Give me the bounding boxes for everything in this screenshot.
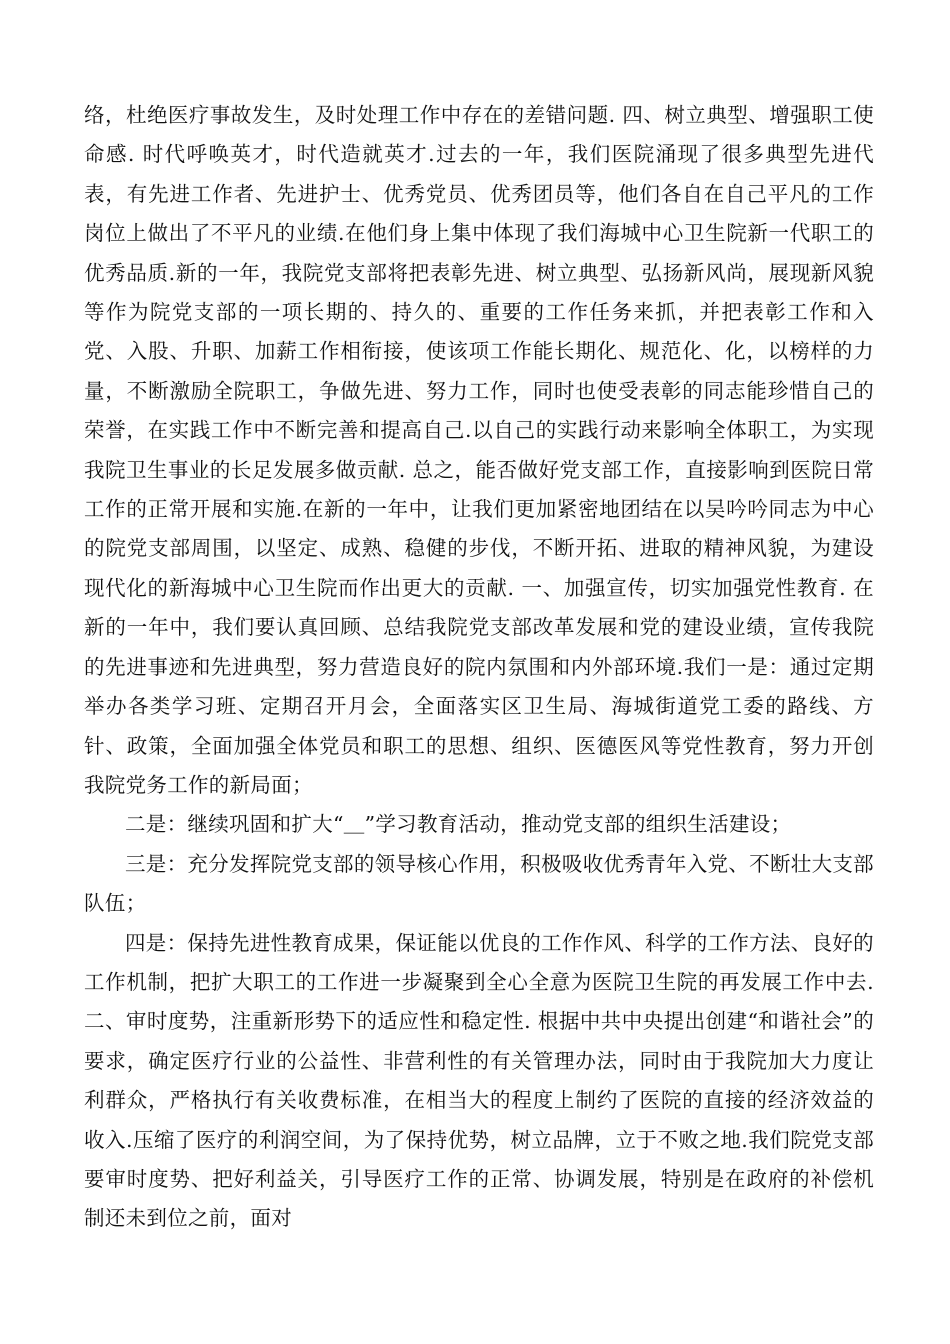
paragraph-continuation: 络，杜绝医疗事故发生，及时处理工作中存在的差错问题. 四、树立典型、增强职工使命感. 时代呼唤英才，时代造就英才.过去的一年，我们医院涌现了很多典型先进代表，有先进工作者、先进护士、优秀党员、优秀团员等，他们各自在自己平凡的工作岗位上做出了不平凡的业绩.在他们身上集中体现了我们海城中心卫生院新一代职工的优秀品质.新的一年，我院党支部将把表彰先进、树立典型、弘扬新风尚，展现新风貌等作为院党支部的一项长期的、持久的、重要的工作任务来抓，并把表彰工作和入党、入股、升职、加薪工作相衔接，使该项工作能长期化、规范化、化，以榜样的力量，不断激励全院职工，争做先进、努力工作，同时也使受表彰的同志能珍惜自己的荣誉，在实践工作中不断完善和提高自己.以自己的实践行动来影响全体职工，为实现我院卫生事业的长足发展多做贡献. 总之，能否做好党支部工作，直接影响到医院日常工作的正常开展和实施.在新的一年中，让我们更加紧密地团结在以吴吟吟同志为中心的院党支部周围，以坚定、成熟、稳健的步伐，不断开拓、进取的精神风貌，为建设现代化的新海城中心卫生院而作出更大的贡献. 一、加强宣传，切实加强党性教育. 在新的一年中，我们要认真回顾、总结我院党支部改革发展和党的建设业绩，宣传我院的先进事迹和先进典型，努力营造良好的院内氛围和内外部环境.我们一是：通过定期举办各类学习班、定期召开月会，全面落实区卫生局、海城街道党工委的路线、方针、政策，全面加强全体党员和职工的思想、组织、医德医风等党性教育，努力开创我院党务工作的新局面； <box>84 103 874 797</box>
paragraph-item-three: 三是：充分发挥院党支部的领导核心作用，积极吸收优秀青年入党、不断壮大支部队伍； <box>84 851 874 916</box>
paragraph-item-four: 四是：保持先进性教育成果，保证能以优良的工作作风、科学的工作方法、良好的工作机制，把扩大职工的工作进一步凝聚到全心全意为医院卫生院的再发展工作中去. 二、审时度势，注重新形势下的适应性和稳定性. 根据中共中央提出创建“和谐社会”的要求，确定医疗行业的公益性、非营利性的有关管理办法，同时由于我院加大力度让利群众，严格执行有关收费标准，在相当大的程度上制约了医院的直接的经济效益的收入.压缩了医疗的利润空间，为了保持优势，树立品牌，立于不败之地.我们院党支部要审时度势、把好利益关，引导医疗工作的正常、协调发展，特别是在政府的补偿机制还未到位之前，面对 <box>84 930 874 1231</box>
document-body <box>84 96 874 1239</box>
paragraph-item-two: 二是：继续巩固和扩大“＿”学习教育活动，推动党支部的组织生活建设； <box>125 812 792 837</box>
